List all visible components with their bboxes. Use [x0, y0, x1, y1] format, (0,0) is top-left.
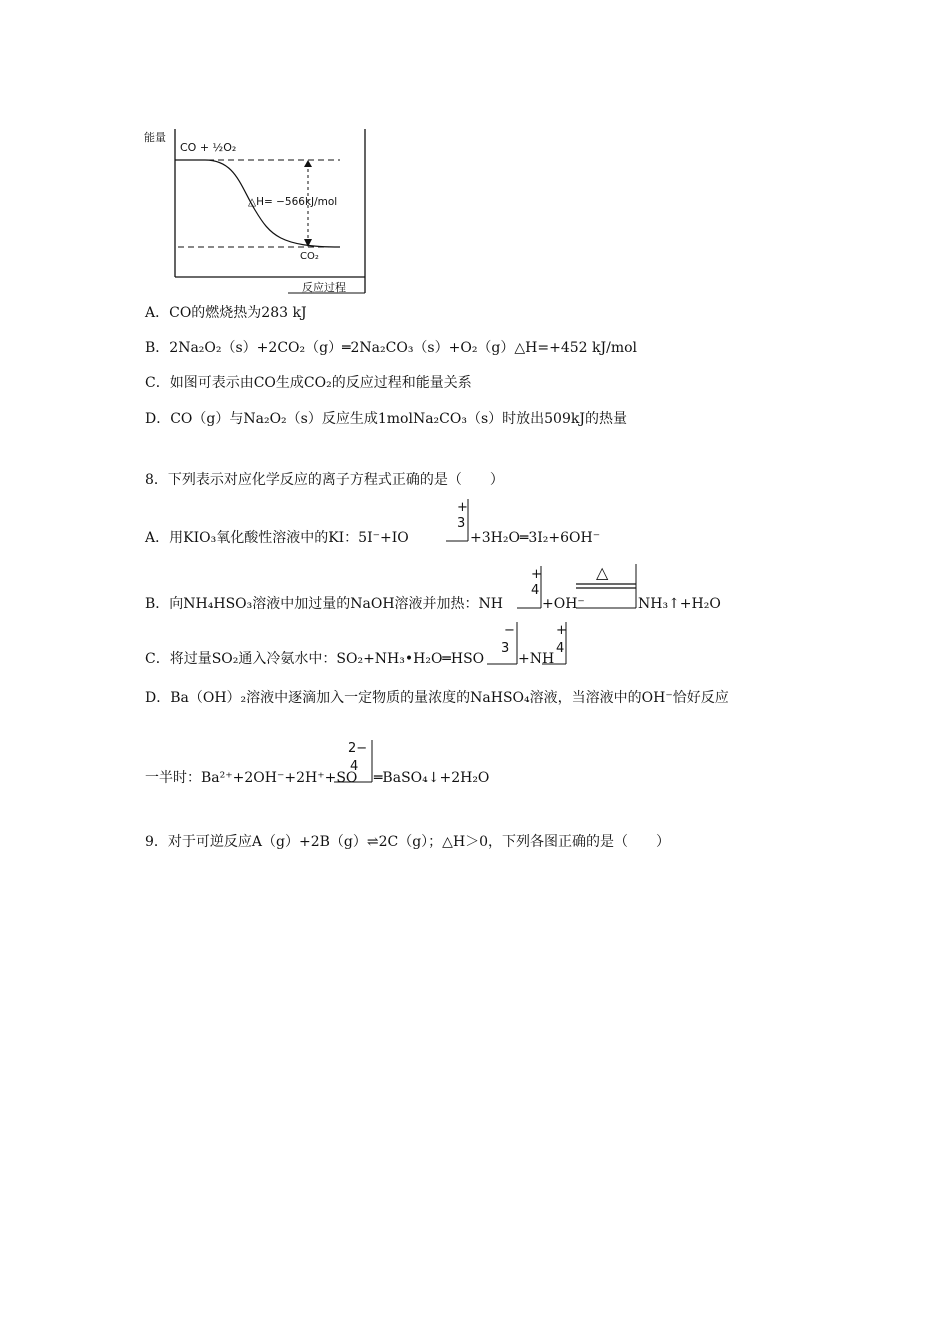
q7-option-c: C．如图可表示由CO生成CO₂的反应过程和能量关系 — [145, 375, 472, 391]
q8b-count: 4 — [531, 583, 540, 598]
q8b-ion-charge — [517, 562, 543, 612]
q8b-heating-condition — [574, 562, 640, 612]
q8c-pre: C．将过量SO₂通入冷氨水中：SO₂+NH₃•H₂O═HSO — [145, 651, 485, 667]
energy-diagram — [140, 125, 380, 300]
q8a-post: +3H₂O═3I₂+6OH⁻ — [470, 530, 601, 546]
q8c-ion-charge-2 — [542, 620, 568, 668]
diagram-frame — [140, 125, 380, 300]
q8c-mid: +NH — [518, 651, 555, 667]
y-axis-label: 能量 — [144, 131, 166, 144]
product-label: CO₂ — [300, 251, 319, 262]
q8a-pre: A．用KIO₃氧化酸性溶液中的KI：5I⁻+IO — [145, 530, 409, 546]
q8c-count-2: 4 — [556, 641, 565, 656]
q8-option-b — [145, 595, 503, 613]
q8b-delta: △ — [596, 563, 609, 582]
q9-stem: 9．对于可逆反应A（g）+2B（g）⇌2C（g）；△H＞0，下列各图正确的是（ ） — [145, 834, 671, 850]
q8b-charge: + — [531, 567, 542, 582]
q8c-ion-charge-1 — [487, 620, 521, 668]
q8d-charge: 2− — [348, 741, 368, 756]
dh-label: △H= −566kJ/mol — [248, 196, 338, 208]
q8-option-c — [145, 650, 484, 668]
q7-option-b: B．2Na₂O₂（s）+2CO₂（g）═2Na₂CO₃（s）+O₂（g）△H=+452 kJ/mol — [145, 340, 637, 356]
q8c-count-1: 3 — [501, 641, 510, 656]
q8b-pre: B．向NH₄HSO₃溶液中加过量的NaOH溶液并加热：NH — [145, 596, 503, 612]
q8b-post: NH₃↑+H₂O — [638, 596, 721, 612]
q7-option-d: D．CO（g）与Na₂O₂（s）反应生成1molNa₂CO₃（s）时放出509kJ的热量 — [145, 411, 627, 427]
q8-option-a — [145, 529, 409, 547]
q8d-post: ═BaSO₄↓+2H₂O — [374, 770, 490, 786]
q8-option-d-line1: D．Ba（OH）₂溶液中逐滴加入一定物质的量浓度的NaHSO₄溶液，当溶液中的OH⁻恰好反应 — [145, 690, 729, 706]
q8d-pre: 一半时：Ba²⁺+2OH⁻+2H⁺+SO — [145, 770, 358, 786]
q8-stem: 8．下列表示对应化学反应的离子方程式正确的是（ ） — [145, 472, 504, 488]
q8-option-d-line2 — [145, 769, 357, 787]
reactants-label: CO + ½O₂ — [180, 141, 237, 154]
q8d-count: 4 — [350, 759, 359, 774]
q8b-mid: +OH⁻ — [542, 596, 585, 612]
x-axis-label: 反应过程 — [302, 281, 346, 294]
q8a-charge: + — [457, 500, 468, 515]
q7-option-a: A．CO的燃烧热为283 kJ — [145, 305, 307, 321]
q8d-ion-charge — [334, 736, 376, 788]
q8a-count: 3 — [457, 516, 466, 531]
q8c-charge-1: − — [504, 623, 515, 638]
q8c-charge-2: + — [556, 623, 567, 638]
